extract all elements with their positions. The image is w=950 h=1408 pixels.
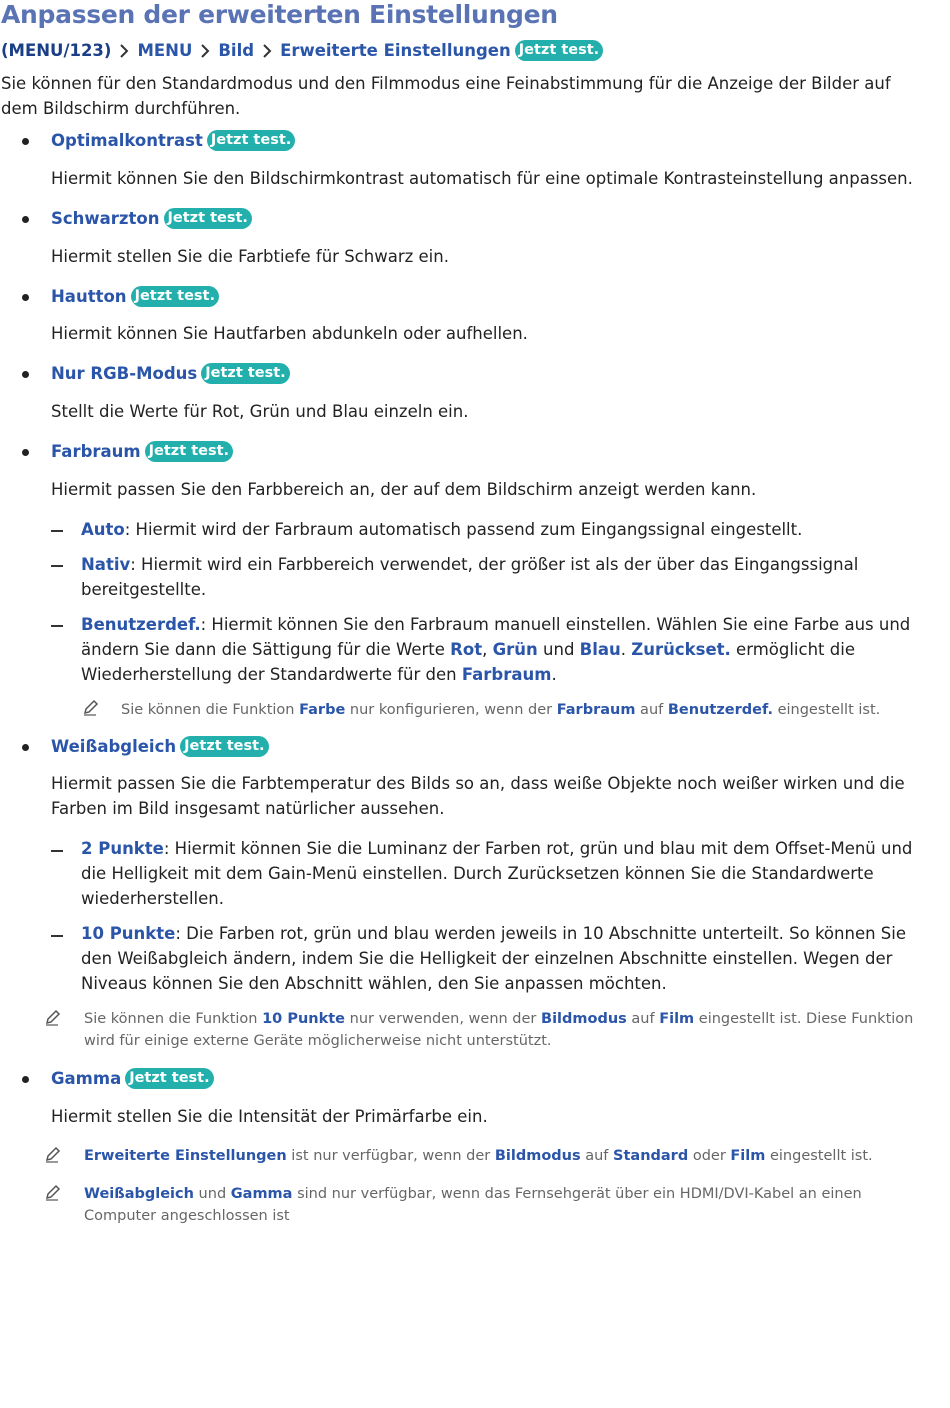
keyword: Gamma <box>230 1186 293 1202</box>
item-description: Hiermit können Sie Hautfarben abdunkeln oder aufhellen. <box>51 324 528 343</box>
bullet-dot <box>22 216 29 223</box>
keyword: Blau <box>579 640 621 659</box>
note-text: sind nur verfügbar, wenn das Fernsehgerät über ein HDMI/DVI-Kabel an einen Computer angeschlossen ist <box>84 1186 862 1224</box>
keyword: Bildmodus <box>494 1148 581 1164</box>
keyword: Standard <box>613 1148 689 1164</box>
note-text: auf <box>580 1148 614 1164</box>
item-label: Hautton <box>51 287 127 306</box>
keyword: Erweiterte Einstellungen <box>84 1148 287 1164</box>
sub-text: . <box>620 640 632 659</box>
item-description: Hiermit passen Sie den Farbbereich an, der auf dem Bildschirm anzeigt werden kann. <box>51 480 757 499</box>
note-text: auf <box>635 702 668 718</box>
item-farbraum <box>51 441 233 462</box>
note-text: eingestellt ist. Diese Funktion wird für einige externe Geräte möglicherweise nicht unterstützt. <box>84 1011 914 1049</box>
note-text: Sie können die Funktion <box>121 702 300 718</box>
sub-text: : Hiermit können Sie die Luminanz der Farben rot, grün und blau mit dem Offset-Menü und die Helligkeit mit dem Gain-Menü einstellen. Durch Zurücksetzen können Sie die Standardwerte wiederherstellen. <box>81 839 913 908</box>
item-hautton <box>51 286 219 307</box>
keyword: Zurückset. <box>631 640 731 659</box>
breadcrumb-item-erweiterte-einstellungen[interactable]: Erweiterte Einstellungen <box>280 41 511 60</box>
bullet-dot <box>22 744 29 751</box>
note-text: Sie können die Funktion <box>84 1011 263 1027</box>
keyword: Bildmodus <box>541 1011 627 1027</box>
sub-item-nativ <box>81 552 916 602</box>
item-optimalkontrast <box>51 130 295 151</box>
dash-marker <box>51 935 63 937</box>
keyword: 10 Punkte <box>81 924 176 943</box>
pencil-note-icon <box>44 1145 62 1163</box>
pencil-note-icon <box>82 698 100 716</box>
dash-marker <box>51 625 63 627</box>
bullet-dot <box>22 294 29 301</box>
sub-item-2-punkte <box>81 836 916 911</box>
note-text: eingestellt ist. <box>765 1148 873 1164</box>
item-nur-rgb-modus <box>51 363 290 384</box>
sub-text: : Hiermit können Sie den Farbraum manuell einstellen. Wählen Sie eine Farbe aus und ändern Sie dann die Sättigung für die Werte <box>81 615 911 659</box>
note-text: und <box>193 1186 231 1202</box>
item-gamma <box>51 1068 214 1089</box>
keyword: Farbraum <box>461 665 552 684</box>
breadcrumb-item-menu[interactable]: MENU <box>137 41 193 60</box>
item-description: Stellt die Werte für Rot, Grün und Blau einzeln ein. <box>51 402 469 421</box>
item-schwarzton <box>51 208 252 229</box>
sub-text: : Die Farben rot, grün und blau werden jeweils in 10 Abschnitte unterteilt. So können Sie den Weißabgleich ändern, indem Sie die Helligkeit der einzelnen Abschnitte einstellen. Wegen der Niveaus können Sie den Abschnitt wählen, den Sie anpassen möchten. <box>81 924 907 993</box>
keyword: Farbe <box>299 702 346 718</box>
dash-marker <box>51 530 63 532</box>
note-text: ist nur verfügbar, wenn der <box>286 1148 495 1164</box>
keyword: Film <box>659 1011 695 1027</box>
intro-text: Sie können für den Standardmodus und den Filmmodus eine Feinabstimmung für die Anzeige der Bilder auf dem Bildschirm durchführen. <box>1 74 891 118</box>
sub-text: : Hiermit wird der Farbraum automatisch passend zum Eingangssignal eingestellt. <box>124 520 803 539</box>
bullet-dot <box>22 138 29 145</box>
keyword: Auto <box>81 520 125 539</box>
item-weissabgleich <box>51 736 269 757</box>
note-hdmi-dvi <box>84 1183 914 1227</box>
keyword: Farbraum <box>556 702 636 718</box>
item-description: Hiermit stellen Sie die Intensität der Primärfarbe ein. <box>51 1107 488 1126</box>
note-text: eingestellt ist. <box>772 702 881 718</box>
sub-item-10-punkte <box>81 921 916 996</box>
dash-marker <box>51 850 63 852</box>
try-now-button[interactable]: Jetzt test. <box>164 208 252 229</box>
keyword: 10 Punkte <box>262 1011 346 1027</box>
item-label: Optimalkontrast <box>51 131 203 150</box>
sub-text: und <box>537 640 580 659</box>
chevron-right-icon <box>116 43 132 59</box>
note-text: nur konfigurieren, wenn der <box>345 702 557 718</box>
sub-text: . <box>551 665 557 684</box>
keyword: Benutzerdef. <box>667 702 773 718</box>
breadcrumb <box>1 40 603 61</box>
pencil-note-icon <box>44 1008 62 1026</box>
bullet-dot <box>22 449 29 456</box>
breadcrumb-root: (MENU/123) <box>1 41 112 60</box>
keyword: 2 Punkte <box>81 839 164 858</box>
keyword: Weißabgleich <box>84 1186 194 1202</box>
sub-text: , <box>482 640 493 659</box>
try-now-button[interactable]: Jetzt test. <box>145 441 233 462</box>
item-label: Gamma <box>51 1069 122 1088</box>
bullet-dot <box>22 1076 29 1083</box>
note-farbraum <box>121 699 911 721</box>
keyword: Film <box>730 1148 766 1164</box>
sub-text: : Hiermit wird ein Farbbereich verwendet, der größer ist als der über das Eingangssignal bereitgestellte. <box>81 555 859 599</box>
try-now-button[interactable]: Jetzt test. <box>180 736 268 757</box>
sub-item-benutzerdef <box>81 612 916 687</box>
item-label: Farbraum <box>51 442 141 461</box>
sub-item-auto <box>81 517 916 542</box>
try-now-button[interactable]: Jetzt test. <box>207 130 295 151</box>
item-label: Schwarzton <box>51 209 160 228</box>
keyword: Grün <box>492 640 538 659</box>
keyword: Nativ <box>81 555 131 574</box>
note-text: nur verwenden, wenn der <box>345 1011 542 1027</box>
item-description: Hiermit passen Sie die Farbtemperatur des Bilds so an, dass weiße Objekte noch weißer wirken und die Farben im Bild insgesamt natürlicher aussehen. <box>51 774 905 818</box>
chevron-right-icon <box>197 43 213 59</box>
page-title: Anpassen der erweiterten Einstellungen <box>1 0 558 29</box>
bullet-dot <box>22 371 29 378</box>
sub-text: ermöglicht die Wiederherstellung der Standardwerte für den <box>81 640 855 684</box>
item-label: Weißabgleich <box>51 737 177 756</box>
note-weissabgleich <box>84 1008 914 1052</box>
pencil-note-icon <box>44 1183 62 1201</box>
note-text: auf <box>626 1011 660 1027</box>
item-description: Hiermit können Sie den Bildschirmkontrast automatisch für eine optimale Kontrasteinstellung anpassen. <box>51 169 913 188</box>
dash-marker <box>51 565 63 567</box>
note-erweiterte-einstellungen <box>84 1145 914 1167</box>
chevron-right-icon <box>259 43 275 59</box>
keyword: Benutzerdef. <box>81 615 201 634</box>
try-now-button[interactable]: Jetzt test. <box>201 363 289 384</box>
item-description: Hiermit stellen Sie die Farbtiefe für Schwarz ein. <box>51 247 449 266</box>
keyword: Rot <box>450 640 483 659</box>
breadcrumb-item-bild[interactable]: Bild <box>218 41 255 60</box>
try-now-button[interactable]: Jetzt test. <box>131 286 219 307</box>
try-now-button[interactable]: Jetzt test. <box>515 40 603 61</box>
try-now-button[interactable]: Jetzt test. <box>125 1068 213 1089</box>
note-text: oder <box>688 1148 731 1164</box>
item-label: Nur RGB-Modus <box>51 364 198 383</box>
